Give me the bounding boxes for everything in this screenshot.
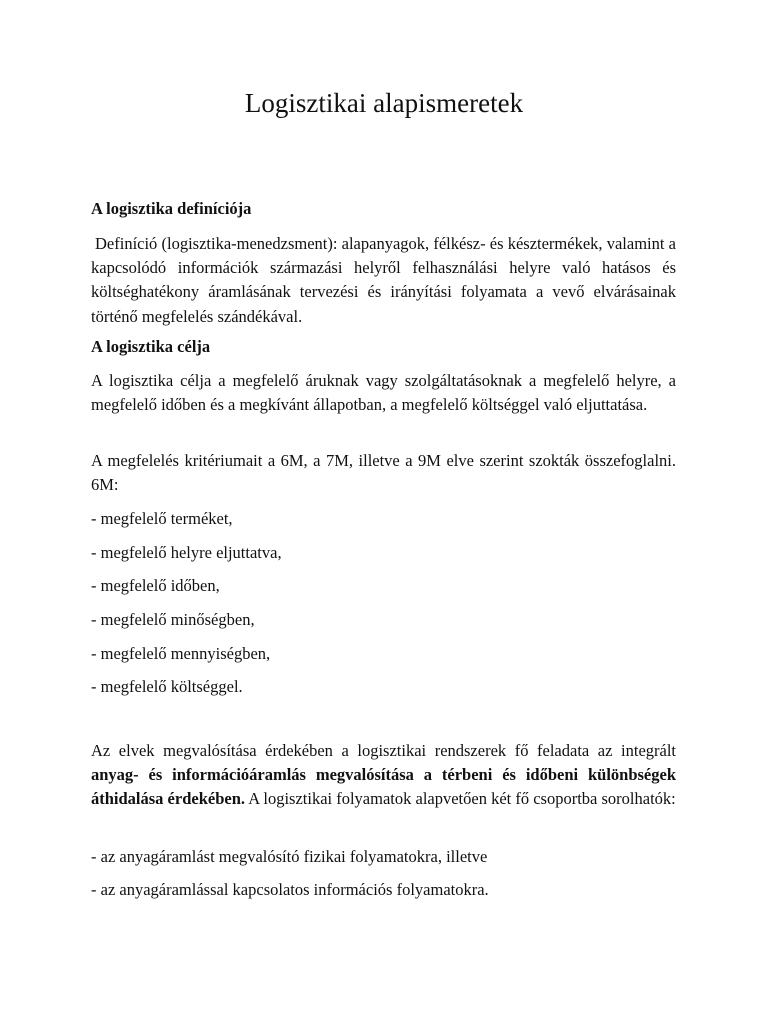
section-heading-goal: A logisztika célja (91, 337, 211, 356)
principles-text-bold: anyag- és információáramlás megvalósítása a térbeni és időbeni különbségek áthidalása érdekében. (91, 765, 676, 809)
definition-paragraph: Definíció (logisztika-menedzsment): alapanyagok, félkész- és késztermékek, valamint a kapcsolódó információk származási helyről felhasználási helyre való hatásos és költséghatékony áramlásának tervezési és irányítási folyamata a vevő elvárásainak történő megfelelés szándékával. (91, 234, 676, 326)
list-item: - megfelelő terméket, (91, 509, 233, 528)
goal-paragraph: A logisztika célja a megfelelő áruknak vagy szolgáltatásoknak a megfelelő helyre, a megfelelő időben és a megkívánt állapotban, a megfelelő költséggel való eljuttatása. (91, 371, 676, 415)
list-item: - az anyagáramlást megvalósító fizikai folyamatokra, illetve (91, 847, 488, 866)
section-heading-definition: A logisztika definíciója (91, 199, 252, 218)
list-item: - megfelelő mennyiségben, (91, 644, 271, 663)
principles-text-start: Az elvek megvalósítása érdekében a logisztikai rendszerek fő feladata az integrált (91, 741, 676, 760)
list-item: - megfelelő helyre eljuttatva, (91, 543, 282, 562)
criteria-paragraph: A megfelelés kritériumait a 6M, a 7M, illetve a 9M elve szerint szokták összefoglalni. 6M: (91, 451, 676, 495)
list-item: - megfelelő költséggel. (91, 677, 243, 696)
document-title: Logisztikai alapismeretek (244, 88, 524, 118)
list-item: - az anyagáramlással kapcsolatos információs folyamatokra. (91, 880, 489, 899)
principles-paragraph (91, 739, 676, 812)
principles-text-end: A logisztikai folyamatok alapvetően két fő csoportba sorolhatók: (245, 789, 676, 809)
list-item: - megfelelő minőségben, (91, 610, 255, 629)
list-item: - megfelelő időben, (91, 576, 220, 595)
